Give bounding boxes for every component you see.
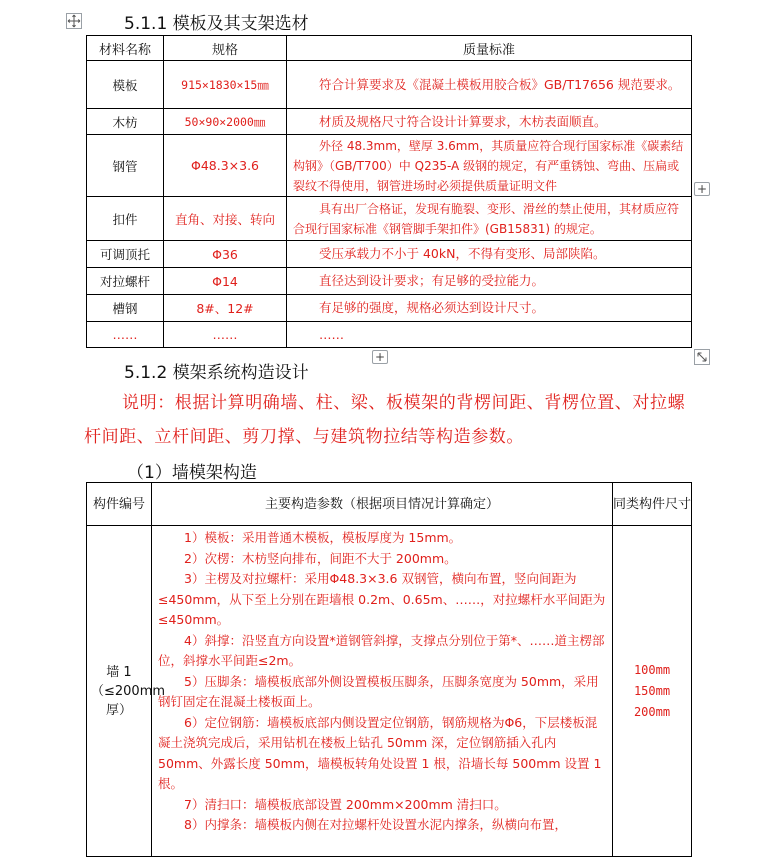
wall-formwork-table	[86, 482, 692, 857]
material-standard: 直径达到设计要求；有足够的受拉能力。	[287, 268, 692, 295]
param-item: 3）主楞及对拉螺杆：采用Φ48.3×3.6 双钢管，横向布置，竖向间距为≤450mm，从下至上分别在距墙根 0.2m、0.65m、……，对拉螺杆水平间距为≤450mm。	[158, 571, 606, 627]
param-item: 7）清扫口：墙模板底部设置 200mm×200mm 清扫口。	[184, 796, 507, 812]
table-row	[87, 109, 692, 135]
material-spec: Φ36	[164, 241, 287, 268]
component-code: 墙 1（≤200mm 厚）	[87, 526, 152, 857]
param-item: 8）内撑条：墙模板内侧在对拉螺杆处设置水泥内撑条，纵横向布置，	[184, 817, 567, 832]
material-name: 扣件	[87, 197, 164, 241]
material-name: 模板	[87, 61, 164, 109]
material-name: 可调顶托	[87, 241, 164, 268]
table-header-row	[87, 36, 692, 61]
material-table	[86, 35, 692, 348]
size-value: 150mm	[633, 683, 671, 698]
table-header-row	[87, 483, 692, 526]
header-spec: 规格	[164, 36, 287, 61]
material-standard: 符合计算要求及《混凝土模板用胶合板》GB/T17656 规范要求。	[287, 61, 692, 109]
add-row-button[interactable]	[372, 350, 388, 364]
param-item: 5）压脚条：墙模板底部外侧设置模板压脚条，压脚条宽度为 50mm，采用钢钉固定在混凝土楼板面上。	[158, 673, 599, 709]
plus-icon: +	[696, 182, 708, 196]
material-spec: ……	[164, 322, 287, 348]
section-heading-materials: 5.1.1 模板及其支架选材	[124, 14, 309, 34]
material-standard: 有足够的强度，规格必须达到设计尺寸。	[287, 295, 692, 322]
material-spec: 直角、对接、转向	[164, 197, 287, 241]
table-row	[87, 268, 692, 295]
param-item: 2）次楞：木枋竖向排布，间距不大于 200mm。	[184, 550, 457, 566]
table-row	[87, 135, 692, 197]
table-row	[87, 295, 692, 322]
table-row	[87, 526, 692, 857]
construction-params	[152, 526, 613, 857]
size-value: 100mm	[633, 662, 671, 677]
similar-sizes	[613, 526, 692, 857]
material-name: ……	[87, 322, 164, 348]
table-row	[87, 61, 692, 109]
table-resize-handle[interactable]	[694, 349, 710, 365]
material-standard: 材质及规格尺寸符合设计计算要求，木枋表面顺直。	[287, 109, 692, 135]
header-material-name: 材料名称	[87, 36, 164, 61]
param-item: 6）定位钢筋：墙模板底部内侧设置定位钢筋，钢筋规格为Φ6，下层楼板混凝土浇筑完成后，采用钻机在楼板上钻孔 50mm 深，定位钢筋插入孔内 50mm、外露长度 50mm，墙模板转角处设置 1 根，沿墙长每 500mm 设置 1 根。	[158, 714, 602, 791]
material-name: 钢管	[87, 135, 164, 197]
material-spec: Φ14	[164, 268, 287, 295]
material-standard: ……	[287, 322, 692, 348]
material-name: 槽钢	[87, 295, 164, 322]
material-standard: 外径 48.3mm，壁厚 3.6mm，其质量应符合现行国家标准《碳素结构钢》（GB/T700）中 Q235-A 级钢的规定，有严重锈蚀、弯曲、压扁或裂纹不得使用，钢管进场时必须提供质量证明文件	[287, 135, 692, 197]
material-spec: Φ48.3×3.6	[164, 135, 287, 197]
table-row	[87, 322, 692, 348]
resize-icon	[695, 350, 709, 364]
header-similar-size: 同类构件尺寸	[613, 483, 692, 526]
add-column-button[interactable]	[694, 182, 710, 196]
material-spec: 50×90×2000㎜	[164, 109, 287, 135]
plus-icon: +	[374, 350, 386, 364]
section-heading-formwork-design: 5.1.2 模架系统构造设计	[124, 363, 309, 383]
size-value: 200mm	[633, 704, 671, 719]
param-item: 4）斜撑：沿竖直方向设置*道钢管斜撑，支撑点分别位于第*、……道主楞部位，斜撑水平间距≤2m。	[158, 632, 605, 668]
material-spec: 8#、12#	[164, 295, 287, 322]
material-name: 木枋	[87, 109, 164, 135]
material-standard: 具有出厂合格证，发现有脆裂、变形、滑丝的禁止使用，其材质应符合现行国家标准《钢管脚手架扣件》(GB15831) 的规定。	[287, 197, 692, 241]
table-row	[87, 197, 692, 241]
section-heading-wall-formwork: （1）墙模架构造	[127, 463, 257, 483]
design-note: 说明：根据计算明确墙、柱、梁、板模架的背楞间距、背楞位置、对拉螺杆间距、立杆间距、剪刀撑、与建筑物拉结等构造参数。	[84, 393, 686, 447]
param-item: 1）模板：采用普通木模板，模板厚度为 15mm。	[184, 530, 462, 545]
material-spec: 915×1830×15㎜	[164, 61, 287, 109]
header-quality-standard: 质量标准	[287, 36, 692, 61]
table-row	[87, 241, 692, 268]
header-component-code: 构件编号	[87, 483, 152, 526]
header-main-params: 主要构造参数（根据项目情况计算确定）	[152, 483, 613, 526]
material-standard: 受压承载力不小于 40kN，不得有变形、局部陕陷。	[287, 241, 692, 268]
table-move-handle[interactable]	[66, 13, 82, 29]
move-icon	[67, 14, 81, 28]
material-name: 对拉螺杆	[87, 268, 164, 295]
